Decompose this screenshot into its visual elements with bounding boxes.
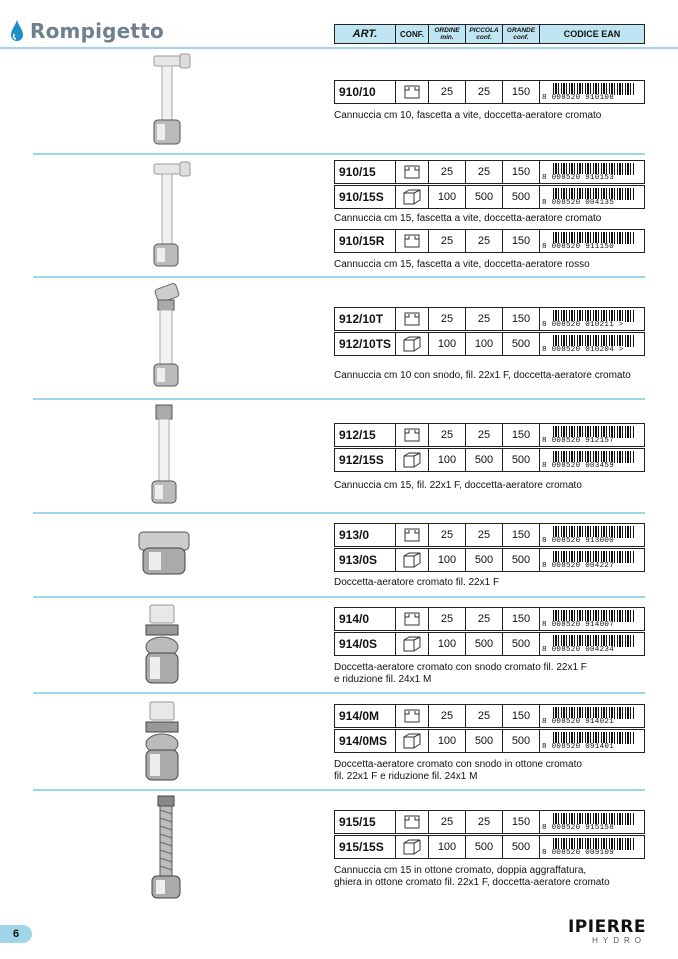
piccola-conf: 25 [466,307,503,331]
grande-conf: 150 [503,704,540,728]
col-ordine: ORDINE min. [429,24,466,44]
pack-type [396,523,429,547]
tray-pack-icon [403,814,421,830]
pack-type [396,185,429,209]
ean-code: 8 008520 914007 [542,621,615,629]
tray-pack-icon [403,164,421,180]
table-row [334,185,645,209]
article-code: 914/0MS [334,729,396,753]
piccola-conf: 25 [466,704,503,728]
pack-type [396,729,429,753]
article-code: 912/15 [334,423,396,447]
col-grande: GRANDE conf. [503,24,540,44]
box-pack-icon [402,839,422,855]
ean-barcode [540,523,645,547]
grande-conf: 150 [503,423,540,447]
section-divider [33,596,645,598]
ean-barcode [540,548,645,572]
grande-conf: 500 [503,448,540,472]
product-image-914-0m [140,700,200,784]
section-divider [33,398,645,400]
ean-barcode [540,332,645,356]
tray-pack-icon [403,527,421,543]
ean-code: 8 008520 091401 [542,743,615,751]
ean-barcode [540,448,645,472]
grande-conf: 150 [503,523,540,547]
table-row [334,729,645,753]
ean-barcode [540,423,645,447]
article-code: 914/0 [334,607,396,631]
ean-code: 8 008520 912157 [542,437,615,445]
tray-pack-icon [403,233,421,249]
table-row [334,160,645,184]
product-description: Cannuccia cm 15, fascetta a vite, doccetta-aeratore rosso [334,259,590,270]
piccola-conf: 500 [466,729,503,753]
piccola-conf: 500 [466,835,503,859]
grande-conf: 500 [503,332,540,356]
tray-pack-icon [403,611,421,627]
section-divider [33,153,645,155]
section-divider [33,692,645,694]
brand-logo-main: IPIERRE [567,917,646,937]
piccola-conf: 500 [466,448,503,472]
piccola-conf: 25 [466,160,503,184]
ean-barcode [540,160,645,184]
table-row [334,548,645,572]
grande-conf: 150 [503,160,540,184]
pack-type [396,704,429,728]
ean-code: 8 008520 910153 [542,174,615,182]
ean-barcode [540,729,645,753]
grande-conf: 500 [503,632,540,656]
box-pack-icon [402,733,422,749]
ean-code: 8 008520 914021 [542,718,615,726]
piccola-conf: 500 [466,632,503,656]
ean-code: 8 008520 915158 [542,824,615,832]
grande-conf: 150 [503,607,540,631]
product-image-910-15 [140,158,205,270]
brand-logo-sub: HYDRO [592,936,646,945]
ean-code: 8 008520 911150 [542,243,615,251]
ean-barcode [540,229,645,253]
ean-barcode [540,632,645,656]
piccola-conf: 25 [466,80,503,104]
box-pack-icon [402,452,422,468]
ordine-min: 25 [429,810,466,834]
ordine-min: 25 [429,523,466,547]
pack-type [396,332,429,356]
ean-barcode [540,835,645,859]
product-description: Doccetta-aeratore cromato fil. 22x1 F [334,577,500,588]
grande-conf: 500 [503,185,540,209]
ean-code: 8 008520 910108 [542,94,615,102]
pack-type [396,160,429,184]
piccola-conf: 25 [466,810,503,834]
product-image-912-15 [140,403,205,508]
pack-type [396,607,429,631]
product-description: Cannuccia cm 15, fil. 22x1 F, doccetta-aeratore cromato [334,480,582,491]
ordine-min: 25 [429,307,466,331]
piccola-conf: 25 [466,229,503,253]
grande-conf: 150 [503,307,540,331]
piccola-conf: 500 [466,548,503,572]
ean-barcode [540,185,645,209]
article-code: 910/15 [334,160,396,184]
ordine-min: 25 [429,423,466,447]
ordine-min: 25 [429,229,466,253]
box-pack-icon [402,189,422,205]
col-piccola: PICCOLA conf. [466,24,503,44]
table-row [334,423,645,447]
product-image-910-10 [140,52,205,148]
pack-type [396,448,429,472]
product-description: Cannuccia cm 10 con snodo, fil. 22x1 F, doccetta-aeratore cromato [334,370,631,381]
ean-code: 8 008520 004234 [542,646,615,654]
ordine-min: 25 [429,160,466,184]
article-code: 912/10T [334,307,396,331]
article-code: 910/15S [334,185,396,209]
table-row [334,607,645,631]
product-description: Cannuccia cm 15, fascetta a vite, doccetta-aeratore cromato [334,213,602,224]
ean-barcode [540,607,645,631]
ordine-min: 100 [429,185,466,209]
ean-code: 8 008520 010211 > [542,321,624,329]
table-header [334,24,645,44]
pack-type [396,423,429,447]
piccola-conf: 25 [466,423,503,447]
tray-pack-icon [403,708,421,724]
article-code: 910/10 [334,80,396,104]
tray-pack-icon [403,427,421,443]
article-code: 913/0S [334,548,396,572]
tray-pack-icon [403,311,421,327]
article-code: 915/15S [334,835,396,859]
ordine-min: 100 [429,548,466,572]
ean-code: 8 008520 003459 [542,462,615,470]
ean-barcode [540,307,645,331]
ean-barcode [540,704,645,728]
ordine-min: 25 [429,607,466,631]
article-code: 914/0M [334,704,396,728]
product-description: Cannuccia cm 10, fascetta a vite, doccetta-aeratore cromato [334,110,602,121]
ordine-min: 100 [429,448,466,472]
piccola-conf: 25 [466,523,503,547]
ordine-min: 100 [429,632,466,656]
grande-conf: 500 [503,835,540,859]
box-pack-icon [402,636,422,652]
ordine-min: 25 [429,80,466,104]
product-image-914-0 [140,603,200,687]
col-art: ART. [334,24,396,44]
table-row [334,307,645,331]
piccola-conf: 100 [466,332,503,356]
grande-conf: 500 [503,548,540,572]
table-row [334,523,645,547]
box-pack-icon [402,336,422,352]
product-description: ghiera in ottone cromato fil. 22x1 F, doccetta-aeratore cromato [334,877,610,888]
box-pack-icon [402,552,422,568]
ordine-min: 25 [429,704,466,728]
table-row [334,835,645,859]
grande-conf: 150 [503,80,540,104]
section-divider [33,512,645,514]
product-description: fil. 22x1 F e riduzione fil. 24x1 M [334,771,478,782]
table-row [334,704,645,728]
product-image-913-0 [135,528,195,578]
section-divider [33,789,645,791]
table-row [334,332,645,356]
product-image-915-15 [140,794,200,902]
ean-code: 8 008520 004227 [542,562,615,570]
section-divider [33,276,645,278]
product-image-912-10t [140,282,205,392]
pack-type [396,632,429,656]
grande-conf: 150 [503,810,540,834]
header-divider [0,47,678,49]
ean-barcode [540,80,645,104]
ordine-min: 100 [429,729,466,753]
ean-code: 8 008520 009109 [542,849,615,857]
pack-type [396,548,429,572]
product-description: Doccetta-aeratore cromato con snodo in ottone cromato [334,759,582,770]
col-ean: CODICE EAN [540,24,645,44]
product-description: e riduzione fil. 24x1 M [334,674,432,685]
grande-conf: 150 [503,229,540,253]
product-description: Cannuccia cm 15 in ottone cromato, doppia aggraffatura, [334,865,587,876]
article-code: 912/15S [334,448,396,472]
ean-barcode [540,810,645,834]
piccola-conf: 25 [466,607,503,631]
table-row [334,810,645,834]
ordine-min: 100 [429,835,466,859]
ean-code: 8 008520 004135 [542,199,615,207]
table-row [334,448,645,472]
article-code: 914/0S [334,632,396,656]
pack-type [396,835,429,859]
ordine-min: 100 [429,332,466,356]
table-row [334,80,645,104]
page-number: 6 [0,925,32,943]
tray-pack-icon [403,84,421,100]
pack-type [396,229,429,253]
article-code: 912/10TS [334,332,396,356]
pack-type [396,810,429,834]
ean-code: 8 008520 913000 [542,537,615,545]
table-row [334,632,645,656]
col-conf: CONF. [396,24,429,44]
page-title: Rompigetto [30,19,164,43]
article-code: 915/15 [334,810,396,834]
pack-type [396,307,429,331]
table-row [334,229,645,253]
article-code: 913/0 [334,523,396,547]
pack-type [396,80,429,104]
brand-header [10,16,164,46]
grande-conf: 500 [503,729,540,753]
ean-code: 8 008520 010204 > [542,346,624,354]
product-description: Doccetta-aeratore cromato con snodo cromato fil. 22x1 F [334,662,587,673]
article-code: 910/15R [334,229,396,253]
water-drop-icon [10,19,24,43]
brand-logo [568,918,646,946]
piccola-conf: 500 [466,185,503,209]
